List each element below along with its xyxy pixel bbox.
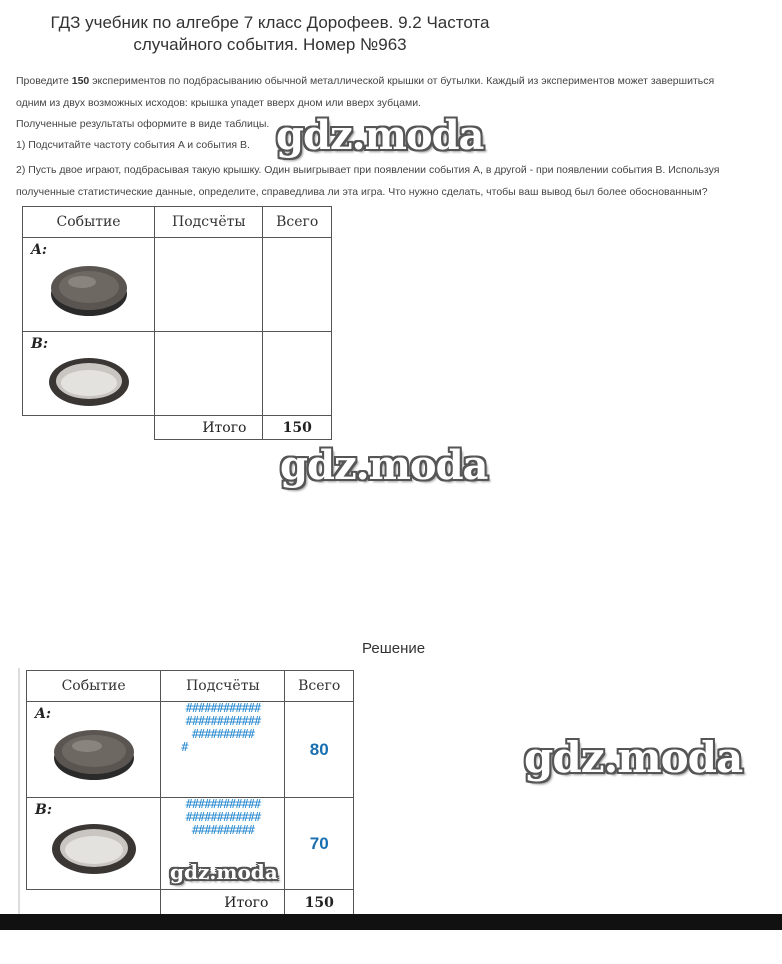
bottle-cap-top-image bbox=[49, 722, 139, 786]
counts-b-cell bbox=[155, 332, 263, 416]
event-b-label: B: bbox=[35, 802, 53, 818]
count-b: 70 bbox=[285, 798, 354, 890]
task-line-6: полученные статистические данные, определите, справедлива ли эта игра. Что нужно сделать, чтобы ваш вывод был более обоснованным? bbox=[16, 186, 708, 198]
header-total: Всего bbox=[285, 671, 354, 702]
task-line-2: одним из двух возможных исходов: крышка упадет вверх дном или вверх зубцами. bbox=[16, 97, 421, 109]
total-label: Итого bbox=[155, 416, 263, 440]
title-line-2: случайного события. Номер №963 bbox=[133, 35, 407, 54]
watermark: gdz.moda bbox=[170, 860, 278, 884]
event-b-cell bbox=[23, 332, 155, 416]
total-b-cell bbox=[263, 332, 332, 416]
tally-mark-row: ############ bbox=[185, 797, 261, 811]
event-b-label: B: bbox=[31, 336, 49, 352]
divider bbox=[18, 668, 20, 914]
task-text: экспериментов по подбрасыванию обычной металлической крышки от бутылки. Каждый из экспериментов может завершиться bbox=[89, 75, 715, 87]
tally-a-cell bbox=[161, 702, 285, 798]
task-number: 150 bbox=[71, 75, 90, 87]
watermark: gdz.moda bbox=[276, 112, 484, 159]
bottle-cap-top-image bbox=[46, 258, 132, 322]
watermark: gdz.moda bbox=[524, 733, 743, 782]
task-line-5: 2) Пусть двое играют, подбрасывая такую крышку. Один выигрывает при появлении события A, в другой - при появлении события B. Используя bbox=[16, 164, 720, 176]
task-line-3: Полученные результаты оформите в виде таблицы. bbox=[16, 118, 270, 130]
event-a-cell bbox=[27, 702, 161, 798]
bottle-cap-bottom-image bbox=[49, 818, 139, 878]
event-b-cell bbox=[27, 798, 161, 890]
title-line-1: ГДЗ учебник по алгебре 7 класс Дорофеев. 9.2 Частота bbox=[50, 13, 490, 32]
header-event: Событие bbox=[27, 671, 161, 702]
tally-mark-row: ########## bbox=[191, 727, 254, 741]
tally-mark-row: ############ bbox=[185, 810, 261, 824]
bottom-bar bbox=[0, 914, 782, 930]
empty-cell bbox=[23, 416, 155, 440]
header-counts: Подсчёты bbox=[155, 207, 263, 238]
task-line-4: 1) Подсчитайте частоту события A и события B. bbox=[16, 139, 250, 151]
counts-a-cell bbox=[155, 238, 263, 332]
header-event: Событие bbox=[23, 207, 155, 238]
total-label: Итого bbox=[161, 890, 285, 916]
page-title bbox=[30, 12, 510, 56]
watermark: gdz.moda bbox=[280, 442, 488, 489]
task-line-1 bbox=[16, 74, 714, 88]
empty-cell bbox=[27, 890, 161, 916]
event-a-cell bbox=[23, 238, 155, 332]
tally-mark-row: ############ bbox=[185, 701, 261, 715]
tally-mark-row: ############ bbox=[185, 714, 261, 728]
problem-table bbox=[22, 206, 332, 440]
total-value: 150 bbox=[285, 890, 354, 916]
task-text: Проведите bbox=[16, 75, 72, 87]
total-a-cell bbox=[263, 238, 332, 332]
tally-mark-row: ########## bbox=[191, 823, 254, 837]
header-total: Всего bbox=[263, 207, 332, 238]
solution-heading: Решение bbox=[362, 640, 426, 657]
event-a-label: A: bbox=[31, 242, 48, 258]
count-a: 80 bbox=[285, 702, 354, 798]
bottle-cap-bottom-image bbox=[46, 352, 132, 410]
event-a-label: A: bbox=[35, 706, 52, 722]
tally-mark-row: # bbox=[181, 740, 188, 754]
header-counts: Подсчёты bbox=[161, 671, 285, 702]
total-value: 150 bbox=[263, 416, 332, 440]
